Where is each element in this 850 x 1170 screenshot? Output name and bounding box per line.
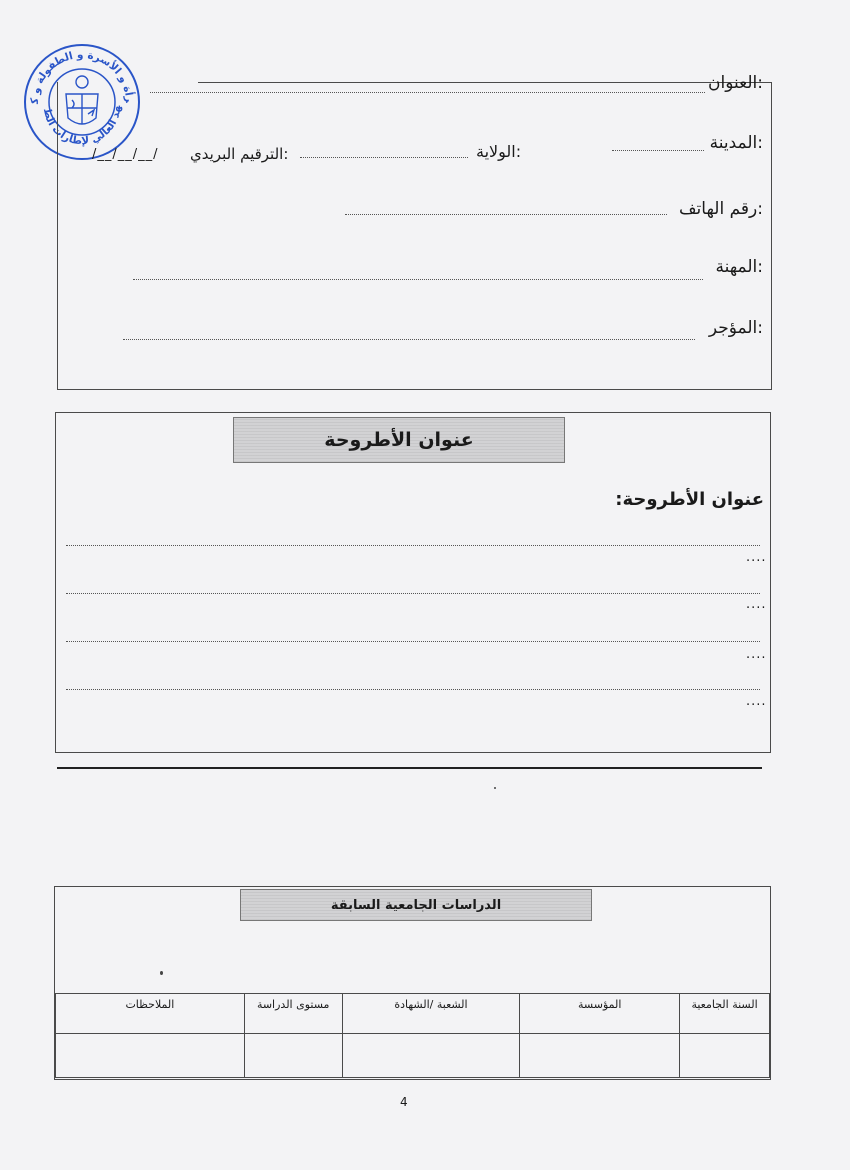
thesis-line-2[interactable] — [66, 593, 760, 594]
previous-studies-table — [55, 993, 770, 1078]
postal-code-label: الترقيم البريدي: — [190, 145, 289, 163]
thesis-section-title: عنوان الأطروحة — [233, 417, 565, 463]
stamp-text-bottom: هد العالي لإطارات الط — [40, 104, 124, 148]
column-header-institution: المؤسسة — [520, 994, 680, 1034]
thesis-title-label: عنوان الأطروحة: — [615, 489, 764, 510]
postal-code-field[interactable]: /__/__/__/ — [92, 147, 159, 162]
table-cell-institution[interactable] — [520, 1034, 680, 1078]
phone-field[interactable] — [345, 214, 667, 215]
employer-label: المؤجر: — [708, 318, 763, 338]
address-label: العنوان: — [708, 73, 763, 93]
employer-field[interactable] — [123, 339, 695, 340]
profession-label: المهنة: — [715, 257, 763, 277]
thesis-line-2-continuation: .... — [746, 597, 767, 612]
section-top-border — [198, 82, 771, 83]
column-header-academic-year: السنة الجامعية — [680, 994, 770, 1034]
section-separator — [57, 767, 762, 769]
thesis-section — [55, 412, 771, 753]
profession-field[interactable] — [133, 279, 703, 280]
column-header-field-degree: الشعبة /الشهادة — [342, 994, 520, 1034]
thesis-line-3-continuation: .... — [746, 647, 767, 662]
page-number: 4 — [400, 1095, 408, 1109]
table-cell-study-level[interactable] — [244, 1034, 342, 1078]
table-header-row — [56, 994, 770, 1034]
contact-info-section — [57, 82, 772, 390]
stamp-text-top: رأة و الأسرة و الطفولة و ك — [28, 48, 136, 105]
governorate-field[interactable] — [300, 157, 468, 158]
thesis-line-1[interactable] — [66, 545, 760, 546]
previous-studies-section — [54, 886, 771, 1080]
address-field[interactable] — [150, 92, 705, 93]
thesis-line-1-continuation: .... — [746, 550, 767, 565]
city-field[interactable] — [612, 150, 704, 151]
governorate-label: الولاية: — [476, 142, 522, 161]
phone-label: رقم الهاتف: — [678, 199, 763, 219]
table-cell-field-degree[interactable] — [342, 1034, 520, 1078]
table-cell-notes[interactable] — [56, 1034, 245, 1078]
scan-speck — [494, 787, 496, 789]
table-cell-academic-year[interactable] — [680, 1034, 770, 1078]
column-header-notes: الملاحظات — [56, 994, 245, 1034]
previous-studies-title: الدراسات الجامعية السابقة — [240, 889, 592, 921]
city-label: المدينة: — [709, 133, 763, 153]
table-row — [56, 1034, 770, 1078]
thesis-line-4-continuation: .... — [746, 694, 767, 709]
thesis-line-4[interactable] — [66, 689, 760, 690]
thesis-line-3[interactable] — [66, 641, 760, 642]
column-header-study-level: مستوى الدراسة — [244, 994, 342, 1034]
